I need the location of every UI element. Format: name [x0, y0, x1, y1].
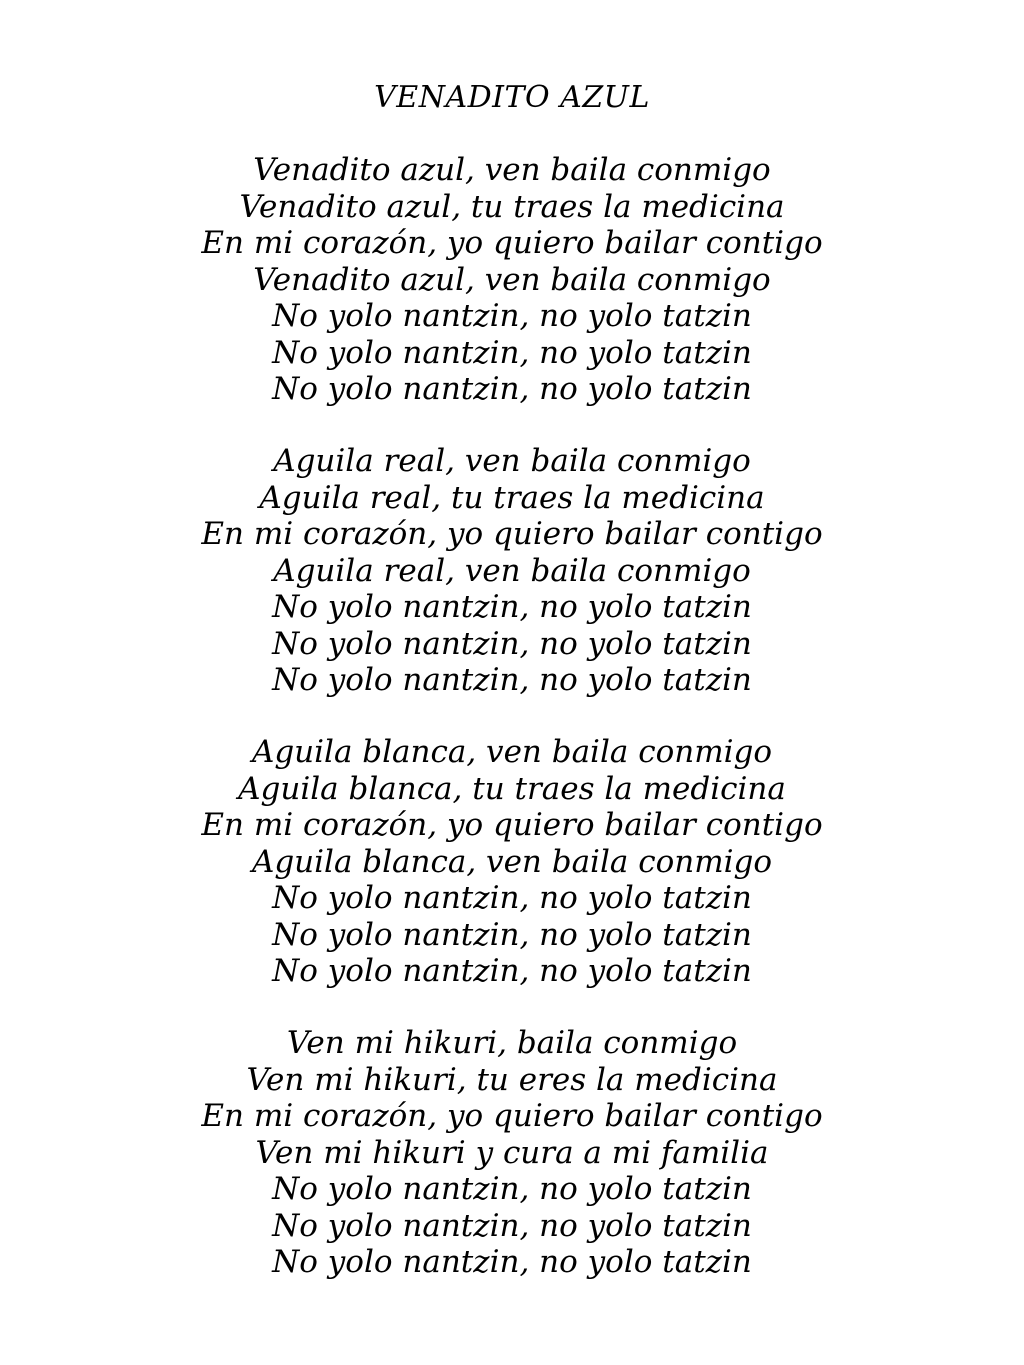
lyric-line: Aguila blanca, tu traes la medicina — [238, 770, 786, 807]
lyric-line: No yolo nantzin, no yolo tatzin — [272, 1171, 752, 1207]
lyric-line: No yolo nantzin, no yolo tatzin — [272, 589, 752, 625]
stanza-4 — [0, 1025, 1024, 1281]
lyric-line: No yolo nantzin, no yolo tatzin — [272, 1207, 752, 1244]
lyric-line: En mi corazón, yo quiero bailar contigo — [201, 807, 823, 843]
lyric-line: Ven mi hikuri y cura a mi familia — [255, 1134, 769, 1171]
lyric-line: No yolo nantzin, no yolo tatzin — [272, 334, 752, 371]
lyric-line: Aguila real, ven baila conmigo — [273, 552, 751, 589]
song-title: VENADITO AZUL — [374, 80, 650, 115]
lyric-line: Aguila real, tu traes la medicina — [259, 479, 765, 516]
lyric-line: No yolo nantzin, no yolo tatzin — [272, 1244, 752, 1280]
lyric-line: No yolo nantzin, no yolo tatzin — [272, 371, 752, 407]
lyric-line: No yolo nantzin, no yolo tatzin — [272, 953, 752, 989]
lyric-line: En mi corazón, yo quiero bailar contigo — [201, 225, 823, 261]
lyric-line: Aguila real, ven baila conmigo — [273, 443, 751, 479]
lyric-line: Venadito azul, tu traes la medicina — [239, 188, 785, 225]
lyric-line: Venadito azul, ven baila conmigo — [253, 261, 771, 298]
lyric-line: No yolo nantzin, no yolo tatzin — [272, 625, 752, 662]
lyric-line: No yolo nantzin, no yolo tatzin — [272, 662, 752, 698]
lyric-line: Aguila blanca, ven baila conmigo — [251, 734, 773, 770]
lyric-line: No yolo nantzin, no yolo tatzin — [272, 298, 752, 334]
lyric-line: Venadito azul, ven baila conmigo — [253, 152, 771, 188]
lyric-line: No yolo nantzin, no yolo tatzin — [272, 880, 752, 916]
lyric-line: En mi corazón, yo quiero bailar contigo — [201, 516, 823, 552]
stanza-2 — [0, 443, 1024, 699]
stanza-1 — [0, 152, 1024, 408]
stanza-3 — [0, 734, 1024, 990]
lyric-line: Ven mi hikuri, tu eres la medicina — [246, 1061, 778, 1098]
lyric-line: No yolo nantzin, no yolo tatzin — [272, 916, 752, 953]
lyric-line: Aguila blanca, ven baila conmigo — [251, 843, 773, 880]
lyric-line: Ven mi hikuri, baila conmigo — [286, 1025, 738, 1061]
lyric-line: En mi corazón, yo quiero bailar contigo — [201, 1098, 823, 1134]
